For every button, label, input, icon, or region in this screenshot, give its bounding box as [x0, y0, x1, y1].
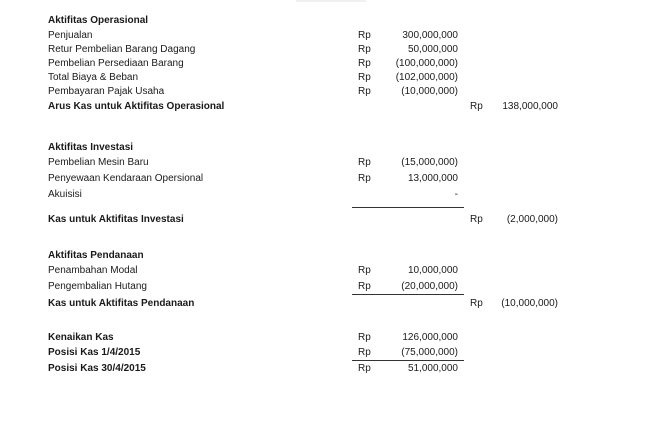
row-label: Pembelian Persediaan Barang	[48, 58, 184, 69]
row-currency: Rp	[358, 347, 371, 358]
total-amount: 138,000,000	[502, 101, 558, 112]
row-amount: (100,000,000)	[395, 58, 458, 69]
row-label: Pengembalian Hutang	[48, 281, 147, 292]
statement-row	[0, 71, 650, 84]
row-amount: 13,000,000	[407, 173, 458, 184]
total-label: Arus Kas untuk Aktifitas Operasional	[48, 101, 225, 112]
row-label: Total Biaya & Beban	[48, 72, 139, 83]
section-heading-investing	[0, 141, 650, 154]
section-heading-label: Aktifitas Operasional	[48, 15, 149, 26]
summary-row-closing	[0, 362, 650, 375]
statement-row	[0, 43, 650, 56]
row-amount: (102,000,000)	[395, 72, 458, 83]
row-amount: 10,000,000	[407, 265, 458, 276]
total-amount: (10,000,000)	[501, 298, 558, 309]
total-amount: (2,000,000)	[506, 214, 558, 225]
summary-row-opening	[0, 346, 650, 359]
statement-row	[0, 85, 650, 98]
row-currency: Rp	[358, 86, 371, 97]
row-amount: 300,000,000	[402, 30, 458, 41]
statement-row	[0, 280, 650, 293]
section-total-financing	[0, 297, 650, 310]
row-currency: Rp	[358, 332, 371, 343]
row-amount: 50,000,000	[407, 44, 458, 55]
subtotal-underline	[352, 294, 464, 295]
section-heading-label: Aktifitas Pendanaan	[48, 250, 144, 261]
row-amount: -	[454, 189, 458, 200]
section-total-operational	[0, 100, 650, 113]
statement-row	[0, 188, 650, 201]
row-currency: Rp	[358, 30, 371, 41]
total-currency: Rp	[470, 101, 483, 112]
row-currency: Rp	[358, 173, 371, 184]
row-amount: (20,000,000)	[401, 281, 458, 292]
row-currency: Rp	[358, 58, 371, 69]
row-currency: Rp	[358, 265, 371, 276]
subtotal-underline	[352, 207, 464, 208]
statement-row	[0, 29, 650, 42]
row-currency: Rp	[358, 44, 371, 55]
row-currency: Rp	[358, 157, 371, 168]
row-amount: (15,000,000)	[401, 157, 458, 168]
total-label: Kas untuk Aktifitas Pendanaan	[48, 298, 195, 309]
row-amount: 126,000,000	[402, 332, 458, 343]
total-currency: Rp	[470, 298, 483, 309]
row-label: Kenaikan Kas	[48, 332, 114, 343]
subtotal-underline	[352, 360, 464, 361]
summary-row-increase	[0, 331, 650, 344]
section-total-investing	[0, 213, 650, 226]
statement-row	[0, 264, 650, 277]
row-label: Posisi Kas 1/4/2015	[48, 347, 141, 358]
row-currency: Rp	[358, 363, 371, 374]
row-currency: Rp	[358, 281, 371, 292]
row-label: Penambahan Modal	[48, 265, 138, 276]
row-amount: 51,000,000	[407, 363, 458, 374]
row-label: Posisi Kas 30/4/2015	[48, 363, 146, 374]
row-label: Pembelian Mesin Baru	[48, 157, 149, 168]
row-label: Pembayaran Pajak Usaha	[48, 86, 165, 97]
row-label: Akuisisi	[48, 189, 82, 200]
total-currency: Rp	[470, 214, 483, 225]
row-label: Penyewaan Kendaraan Opersional	[48, 173, 204, 184]
section-heading-label: Aktifitas Investasi	[48, 142, 134, 153]
statement-row	[0, 57, 650, 70]
row-label: Penjualan	[48, 30, 93, 41]
statement-row	[0, 156, 650, 169]
section-heading-financing	[0, 249, 650, 262]
row-currency: Rp	[358, 72, 371, 83]
row-amount: (10,000,000)	[401, 86, 458, 97]
page-header-fragment	[296, 0, 366, 2]
row-amount: (75,000,000)	[401, 347, 458, 358]
row-label: Retur Pembelian Barang Dagang	[48, 44, 196, 55]
section-heading-operational	[0, 14, 650, 27]
total-label: Kas untuk Aktifitas Investasi	[48, 214, 184, 225]
statement-row	[0, 172, 650, 185]
